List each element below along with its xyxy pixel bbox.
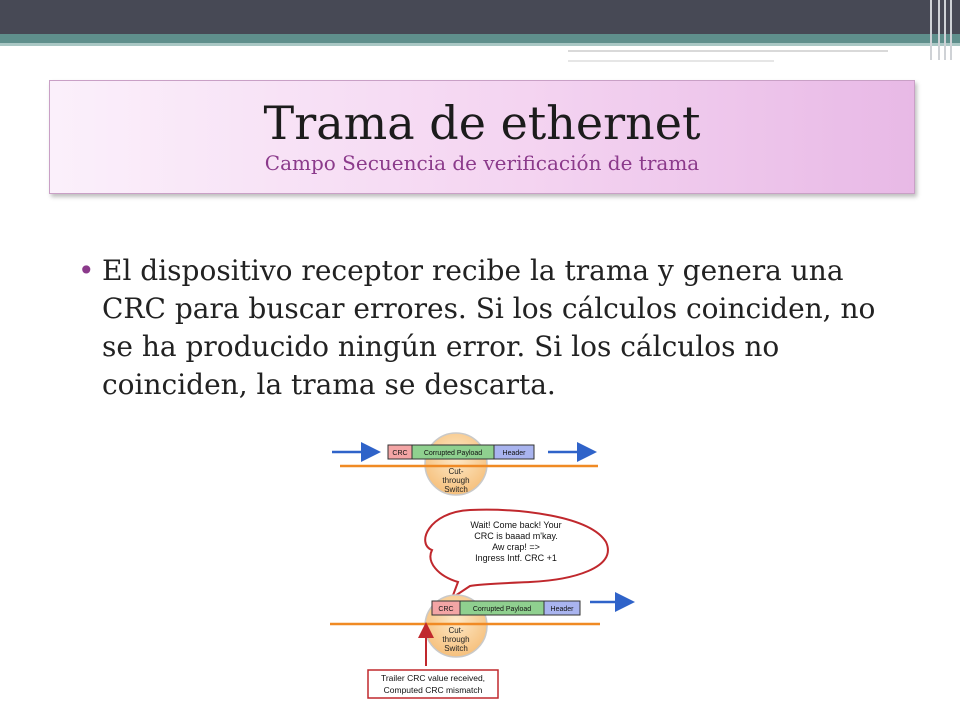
top-header-label: Header (502, 450, 526, 457)
mismatch-note-line-2: Computed CRC mismatch (383, 685, 483, 695)
bottom-header-label: Header (550, 606, 574, 613)
speech-line-2: CRC is baaad m'kay. (474, 531, 558, 541)
bullet-item (78, 252, 898, 404)
title-box (49, 80, 915, 194)
speech-line-1: Wait! Come back! Your (470, 520, 562, 530)
decor-vertical-line (944, 0, 946, 60)
bullet-marker: • (78, 254, 95, 287)
speech-line-4: Ingress Intf. CRC +1 (475, 553, 557, 563)
crc-diagram (320, 430, 650, 720)
top-switch-label-2: through (442, 476, 470, 485)
decor-vertical-line (930, 0, 932, 60)
bottom-switch-label-3: Switch (444, 644, 468, 653)
slide-title: Trama de ethernet (263, 96, 701, 150)
top-accent-thin-bar (0, 43, 960, 46)
decor-line (568, 50, 888, 52)
bottom-crc-label: CRC (438, 606, 454, 613)
top-switch-label-3: Switch (444, 485, 468, 494)
decor-vertical-line (950, 0, 952, 60)
slide-subtitle: Campo Secuencia de verificación de trama (264, 151, 700, 175)
bottom-switch-label-1: Cut- (448, 626, 464, 635)
top-crc-label: CRC (392, 450, 408, 457)
decor-vertical-line (938, 0, 940, 60)
top-accent-bar (0, 34, 960, 43)
top-payload-label: Corrupted Payload (423, 450, 483, 457)
top-switch-label-1: Cut- (448, 467, 464, 476)
bullet-text: El dispositivo receptor recibe la trama y genera una CRC para buscar errores. Si los cálculos coinciden, no se ha producido ningún error. Si los cálculos no coinciden, la trama se descarta. (102, 254, 876, 401)
speech-line-3: Aw crap! => (492, 542, 540, 552)
bottom-switch-label-2: through (442, 635, 470, 644)
decor-line (568, 60, 774, 62)
mismatch-note-line-1: Trailer CRC value received, (380, 673, 486, 683)
top-decor-bar (0, 0, 960, 34)
bottom-payload-label: Corrupted Payload (472, 606, 532, 613)
